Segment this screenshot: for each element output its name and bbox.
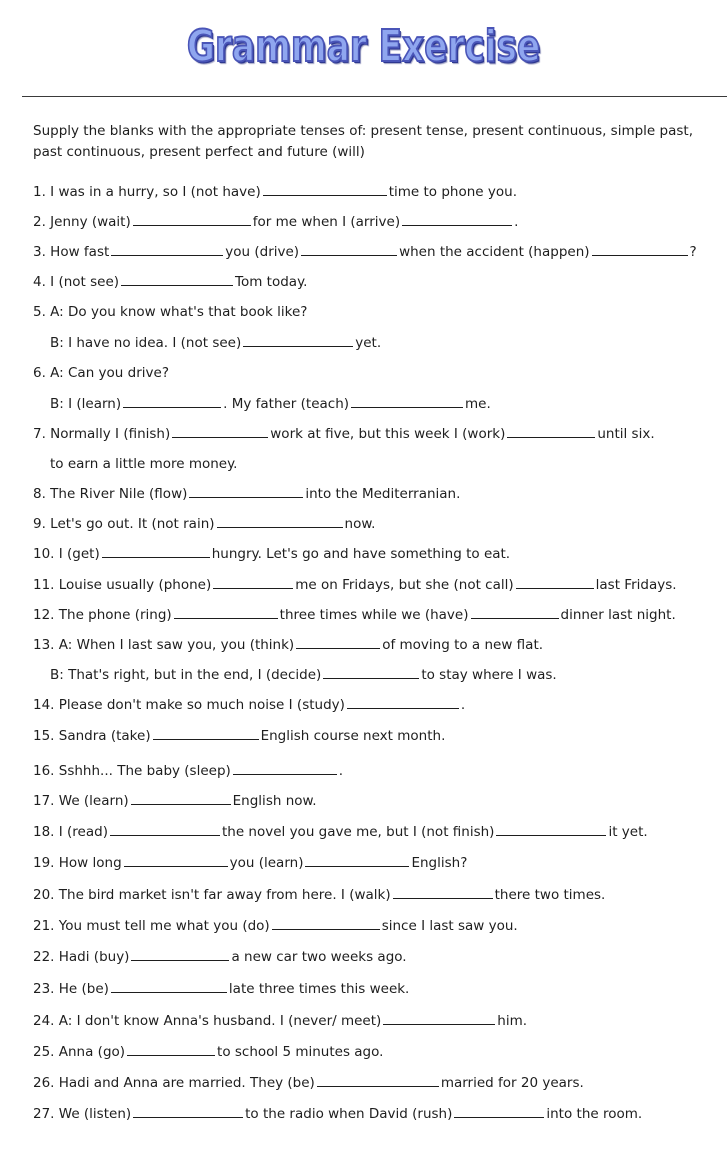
answer-blank[interactable] (123, 395, 221, 408)
question-text: 25. Anna (go) (33, 1044, 126, 1060)
answer-blank[interactable] (217, 515, 343, 528)
question-text: . My father (teach) (223, 396, 350, 412)
question-text: . (460, 697, 466, 713)
answer-blank[interactable] (507, 425, 595, 438)
question-text: since I last saw you. (381, 918, 518, 934)
question-text: English course next month. (260, 728, 446, 744)
instructions: Supply the blanks with the appropriate tenses of: present tense, present continuous, simple past, past continuous, present perfect and future (will) (33, 123, 693, 160)
question-5a (33, 303, 307, 321)
question-text: dinner last night. (560, 607, 676, 623)
answer-blank[interactable] (121, 273, 233, 286)
question-text: 21. You must tell me what you (do) (33, 918, 270, 934)
question-25 (33, 1043, 383, 1061)
page-title: Grammar Exercise (186, 21, 541, 72)
question-17 (33, 792, 317, 810)
question-text: until six. (597, 426, 655, 442)
answer-blank[interactable] (454, 1105, 544, 1118)
question-8 (33, 485, 460, 503)
answer-blank[interactable] (272, 917, 380, 930)
question-text: a new car two weeks ago. (231, 949, 407, 965)
question-text: 23. He (be) (33, 981, 109, 997)
question-text: 27. We (listen) (33, 1106, 132, 1122)
answer-blank[interactable] (111, 243, 223, 256)
question-21 (33, 917, 518, 935)
question-text: for me when I (arrive) (252, 214, 401, 230)
question-text: B: I (learn) (50, 396, 122, 412)
answer-blank[interactable] (323, 666, 419, 679)
answer-blank[interactable] (383, 1012, 495, 1025)
question-text: him. (497, 1013, 528, 1029)
answer-blank[interactable] (110, 823, 220, 836)
question-19 (33, 854, 467, 872)
question-text: . (514, 214, 519, 230)
question-text: you (learn) (229, 855, 304, 871)
answer-blank[interactable] (172, 425, 268, 438)
answer-blank[interactable] (263, 183, 387, 196)
answer-blank[interactable] (393, 886, 493, 899)
question-text: 8. The River Nile (flow) (33, 486, 188, 502)
question-text: 24. A: I don't know Anna's husband. I (never/ meet) (33, 1013, 382, 1029)
question-3 (33, 243, 697, 261)
question-text: 22. Hadi (buy) (33, 949, 130, 965)
question-6b (50, 395, 491, 413)
question-text: to earn a little more money. (50, 456, 238, 472)
answer-blank[interactable] (305, 854, 409, 867)
question-13b (50, 666, 557, 684)
question-text: 5. A: Do you know what's that book like? (33, 304, 308, 320)
answer-blank[interactable] (296, 636, 380, 649)
question-10 (33, 545, 510, 563)
question-15 (33, 727, 445, 745)
question-text: into the room. (546, 1106, 643, 1122)
question-text: ? (689, 244, 697, 260)
question-9 (33, 515, 375, 533)
answer-blank[interactable] (347, 696, 459, 709)
question-11 (33, 576, 677, 594)
question-6a (33, 364, 169, 382)
question-text: the novel you gave me, but I (not finish) (221, 824, 495, 840)
question-text: 18. I (read) (33, 824, 108, 840)
question-text: to school 5 minutes ago. (217, 1044, 384, 1060)
question-text: hungry. Let's go and have something to eat. (211, 546, 511, 562)
question-text: 20. The bird market isn't far away from here. I (walk) (33, 887, 391, 903)
question-text: late three times this week. (228, 981, 410, 997)
question-text: 10. I (get) (33, 546, 100, 562)
question-text: to the radio when David (rush) (245, 1106, 453, 1122)
question-7 (33, 425, 655, 443)
question-text: B: That's right, but in the end, I (decide) (50, 667, 322, 683)
answer-blank[interactable] (301, 243, 397, 256)
answer-blank[interactable] (124, 854, 228, 867)
question-text: 15. Sandra (take) (33, 728, 151, 744)
question-14 (33, 696, 465, 714)
answer-blank[interactable] (233, 762, 337, 775)
question-7-continued (50, 455, 237, 473)
answer-blank[interactable] (131, 792, 231, 805)
question-20 (33, 886, 605, 904)
question-text: 11. Louise usually (phone) (33, 577, 212, 593)
answer-blank[interactable] (127, 1043, 215, 1056)
question-2 (33, 213, 518, 231)
answer-blank[interactable] (592, 243, 688, 256)
question-text: 12. The phone (ring) (33, 607, 172, 623)
question-text: 3. How fast (33, 244, 110, 260)
question-16 (33, 762, 343, 780)
question-text: B: I have no idea. I (not see) (50, 335, 242, 351)
question-text: you (drive) (225, 244, 300, 260)
question-text: married for 20 years. (440, 1075, 584, 1091)
answer-blank[interactable] (102, 545, 210, 558)
question-text: last Fridays. (595, 577, 677, 593)
question-26 (33, 1074, 584, 1092)
question-text: 14. Please don't make so much noise I (study) (33, 697, 345, 713)
answer-blank[interactable] (317, 1074, 439, 1087)
title-area (0, 8, 727, 86)
question-23 (33, 980, 409, 998)
question-text: into the Mediterranian. (305, 486, 461, 502)
question-5b (50, 334, 381, 352)
question-1 (33, 183, 517, 201)
question-text: . (338, 763, 344, 779)
question-text: 7. Normally I (finish) (33, 426, 171, 442)
question-text: yet. (355, 335, 382, 351)
header-divider (22, 96, 727, 97)
answer-blank[interactable] (402, 213, 512, 226)
question-text: 2. Jenny (wait) (33, 214, 131, 230)
question-text: English now. (232, 793, 317, 809)
question-text: English? (411, 855, 468, 871)
question-text: 19. How long (33, 855, 122, 871)
question-text: 26. Hadi and Anna are married. They (be) (33, 1075, 315, 1091)
question-text: me. (465, 396, 491, 412)
question-text: 6. A: Can you drive? (33, 365, 169, 381)
answer-blank[interactable] (213, 576, 293, 589)
question-22 (33, 948, 407, 966)
answer-blank[interactable] (496, 823, 606, 836)
answer-blank[interactable] (111, 980, 227, 993)
answer-blank[interactable] (243, 334, 353, 347)
question-text: 17. We (learn) (33, 793, 129, 809)
question-text: of moving to a new flat. (382, 637, 544, 653)
question-text: there two times. (494, 887, 606, 903)
question-text: 16. Sshhh... The baby (sleep) (33, 763, 231, 779)
answer-blank[interactable] (189, 485, 303, 498)
answer-blank[interactable] (131, 948, 229, 961)
question-12 (33, 606, 676, 624)
question-13a (33, 636, 543, 654)
question-text: 9. Let's go out. It (not rain) (33, 516, 215, 532)
question-text: Tom today. (235, 274, 308, 290)
question-4 (33, 273, 307, 291)
question-text: to stay where I was. (421, 667, 557, 683)
question-24 (33, 1012, 527, 1030)
answer-blank[interactable] (351, 395, 463, 408)
question-text: now. (344, 516, 376, 532)
question-text: when the accident (happen) (399, 244, 590, 260)
question-text: it yet. (608, 824, 648, 840)
answer-blank[interactable] (516, 576, 594, 589)
question-text: 1. I was in a hurry, so I (not have) (33, 184, 261, 200)
question-27 (33, 1105, 642, 1123)
question-text: 13. A: When I last saw you, you (think) (33, 637, 295, 653)
question-text: me on Fridays, but she (not call) (295, 577, 514, 593)
question-text: work at five, but this week I (work) (270, 426, 506, 442)
question-text: three times while we (have) (279, 607, 469, 623)
question-18 (33, 823, 648, 841)
question-text: 4. I (not see) (33, 274, 120, 290)
answer-blank[interactable] (153, 727, 259, 740)
answer-blank[interactable] (174, 606, 278, 619)
answer-blank[interactable] (471, 606, 559, 619)
question-text: time to phone you. (388, 184, 517, 200)
answer-blank[interactable] (133, 213, 251, 226)
answer-blank[interactable] (133, 1105, 243, 1118)
